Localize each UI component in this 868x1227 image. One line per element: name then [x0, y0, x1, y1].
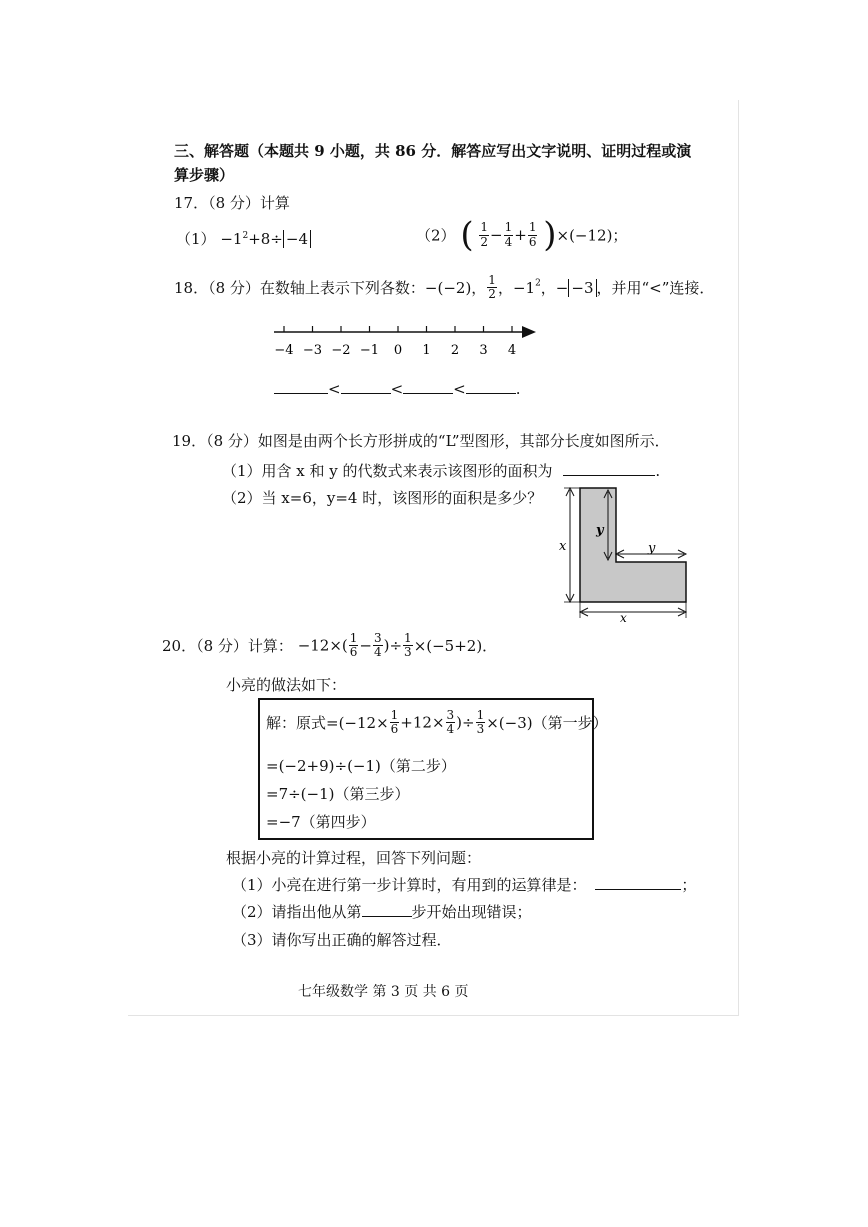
q20-part1-blank[interactable]: [595, 888, 681, 890]
q20-expr1: −12×(: [297, 636, 348, 655]
q20-part3: （3）请你写出正确的解答过程．: [232, 931, 452, 949]
q17-part2-op2: +: [514, 226, 527, 244]
q18-frac: $\frac{1}{2}$: [488, 273, 496, 302]
q20-follow-prompt: 根据小亮的计算过程，回答下列问题：: [226, 849, 482, 867]
q18-header: 18．（8 分）在数轴上表示下列各数：: [174, 279, 425, 298]
q18-num3-abs: −3: [568, 279, 596, 297]
q18-lt2: <: [390, 380, 404, 398]
label-y-vertical: y: [596, 523, 604, 538]
q18-lt1: <: [328, 380, 341, 398]
q20-part2-text-b: 步开始出现错误；: [411, 903, 532, 921]
number-line-tick-label: 4: [507, 343, 517, 358]
q17-header: 17．（8 分）计算: [174, 194, 290, 212]
q17-part1-label: （1）: [176, 230, 216, 248]
number-line-tick-label: −1: [359, 343, 380, 358]
q20-frac-b: $\frac{3}{4}$: [373, 631, 382, 660]
l-shape-figure: [556, 484, 696, 624]
step1-c: )÷: [456, 713, 475, 732]
q17-part2-rparen: ): [543, 215, 557, 255]
q17-part1-abs: −4: [283, 230, 311, 248]
q20-part1-end: ；: [681, 876, 697, 894]
q17-part2: [416, 215, 628, 255]
q19-part2: （2）当 x=6，y=4 时，该图形的面积是多少？: [222, 489, 543, 507]
step1-a: 解：原式=(−12×: [266, 714, 389, 733]
q18-blank3[interactable]: [403, 392, 453, 394]
q18-lt3: <: [453, 380, 466, 398]
q17-part2-op1: −: [490, 226, 503, 244]
number-line-arrow: [522, 326, 536, 338]
q18-answer-line: [274, 380, 521, 398]
q17-part1-exponent: 2: [242, 231, 249, 241]
solution-step4: =−7（第四步）: [266, 813, 376, 831]
page-footer: 七年级数学 第 3 页 共 6 页: [298, 984, 469, 1000]
solution-step2: =(−2+9)÷(−1)（第二步）: [266, 757, 456, 775]
q17-part2-lparen: (: [460, 215, 474, 255]
number-line-tick-label: −4: [274, 343, 294, 358]
label-y-horizontal: y: [648, 541, 656, 556]
q18-period: .: [515, 380, 521, 398]
section-title-line1: 三、解答题（本题共 9 小题，共 86 分．解答应写出文字说明、证明过程或演: [174, 142, 692, 160]
q20-part2-text-a: （2）请指出他从第: [232, 903, 362, 921]
number-line-tick-label: 2: [450, 343, 460, 358]
q18-blank1[interactable]: [274, 392, 328, 394]
q20-frac-a: $\frac{1}{6}$: [349, 631, 358, 660]
q20-expr3: )÷: [383, 636, 403, 655]
step1-frac-a: $\frac{1}{6}$: [390, 708, 399, 737]
q20-frac-c: $\frac{1}{3}$: [404, 631, 412, 660]
q17-part2-frac3: $\frac{1}{6}$: [528, 220, 537, 249]
q17-part2-frac2: $\frac{1}{4}$: [504, 220, 513, 249]
q18-blank4[interactable]: [466, 392, 516, 394]
number-line: [266, 320, 546, 364]
step1-frac-b: $\frac{3}{4}$: [446, 708, 455, 737]
section-title-line2: 算步骤）: [174, 166, 235, 184]
q18-prompt: [174, 274, 714, 301]
number-line-tick-label: 0: [393, 343, 403, 358]
step1-d: ×(−3)（第一步）: [486, 714, 608, 733]
solution-step1: [266, 709, 608, 736]
q20-part2-blank[interactable]: [362, 915, 412, 917]
q18-num1: −(−2)，: [424, 279, 487, 298]
label-x-left: x: [559, 539, 567, 554]
q20-header: 20．（8 分）计算：: [162, 637, 293, 656]
q18-num2-exp: 2: [535, 278, 541, 289]
q18-tail: ，并用“<”连接．: [596, 279, 715, 298]
q20-part1-text: （1）小亮在进行第一步计算时，有用到的运算律是：: [232, 876, 587, 894]
number-line-tick-label: −3: [302, 343, 323, 358]
q17-part1-expr-a: −1: [220, 230, 243, 248]
q17-part2-tail: ×(−12)；: [556, 226, 628, 245]
number-line-tick-label: 3: [479, 343, 488, 358]
q20-part2: [232, 901, 532, 922]
q19-part1-end: .: [655, 462, 661, 480]
l-shape: [580, 488, 686, 602]
q20-part1: [232, 874, 696, 895]
q20-prompt: [162, 632, 497, 659]
q19-part1-blank[interactable]: [563, 474, 655, 476]
q18-num2: ，−1: [497, 279, 536, 298]
q20-expr4: ×(−5+2)．: [413, 637, 498, 656]
q19-header: 19．（8 分）如图是由两个长方形拼成的“L”型图形，其部分长度如图所示．: [172, 432, 670, 450]
label-x-bottom: x: [620, 611, 627, 624]
number-line-tick-label: −2: [331, 343, 351, 358]
q18-blank2[interactable]: [341, 392, 391, 394]
step1-frac-c: $\frac{1}{3}$: [476, 708, 485, 737]
q20-intro: 小亮的做法如下：: [226, 676, 347, 694]
number-line-tick-label: 1: [422, 343, 431, 358]
q17-part2-label: （2）: [416, 226, 456, 245]
step1-b: +12×: [400, 713, 445, 732]
solution-step3: =7÷(−1)（第三步）: [266, 785, 410, 803]
q18-num3: ，−: [540, 279, 569, 298]
q17-part1-expr-b: +8÷: [248, 230, 283, 248]
q19-part1: [222, 460, 660, 481]
q17-part1: [176, 228, 311, 249]
q19-part1-text: （1）用含 x 和 y 的代数式来表示该图形的面积为: [222, 462, 553, 480]
q17-part2-frac1: $\frac{1}{2}$: [480, 220, 489, 249]
q20-expr2: −: [359, 636, 372, 655]
